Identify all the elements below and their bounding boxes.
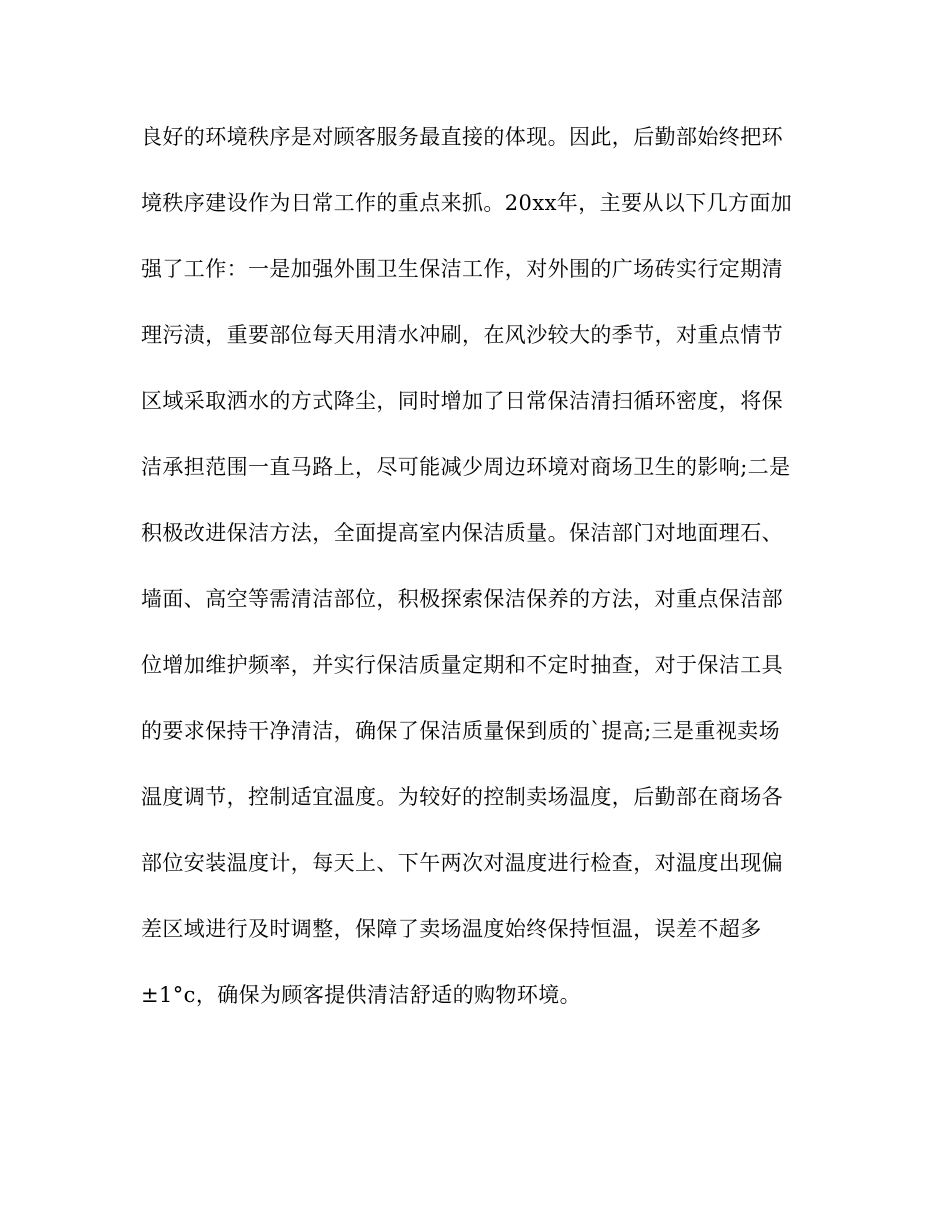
paragraph-line: ±1°c，确保为顾客提供清洁舒适的购物环境。 [141, 983, 582, 1007]
paragraph-line: 差区域进行及时调整，保障了卖场温度始终保持恒温，误差不超多 [141, 917, 762, 941]
body-paragraph [141, 113, 821, 1037]
paragraph-line: 良好的环境秩序是对顾客服务最直接的体现。因此，后勤部始终把环 [141, 125, 783, 149]
paragraph-line: 的要求保持干净清洁，确保了保洁质量保到质的`提高;三是重视卖场 [141, 719, 780, 743]
paragraph-line: 位增加维护频率，并实行保洁质量定期和不定时抽查，对于保洁工具 [141, 653, 783, 677]
paragraph-line: 区域采取洒水的方式降尘，同时增加了日常保洁清扫循环密度，将保 [141, 389, 783, 413]
paragraph-line: 理污渍，重要部位每天用清水冲刷，在风沙较大的季节，对重点情节 [141, 323, 783, 347]
paragraph-line: 境秩序建设作为日常工作的重点来抓。20xx年，主要从以下几方面加 [141, 191, 793, 215]
paragraph-line: 洁承担范围一直马路上，尽可能减少周边环境对商场卫生的影响;二是 [141, 455, 791, 479]
paragraph-line: 部位安装温度计，每天上、下午两次对温度进行检查，对温度出现偏 [141, 851, 783, 875]
paragraph-line: 温度调节，控制适宜温度。为较好的控制卖场温度，后勤部在商场各 [141, 785, 783, 809]
paragraph-line: 强了工作：一是加强外围卫生保洁工作，对外围的广场砖实行定期清 [141, 257, 783, 281]
paragraph-line: 积极改进保洁方法，全面提高室内保洁质量。保洁部门对地面理石、 [141, 521, 783, 545]
paragraph-line: 墙面、高空等需清洁部位，积极探索保洁保养的方法，对重点保洁部 [141, 587, 783, 611]
